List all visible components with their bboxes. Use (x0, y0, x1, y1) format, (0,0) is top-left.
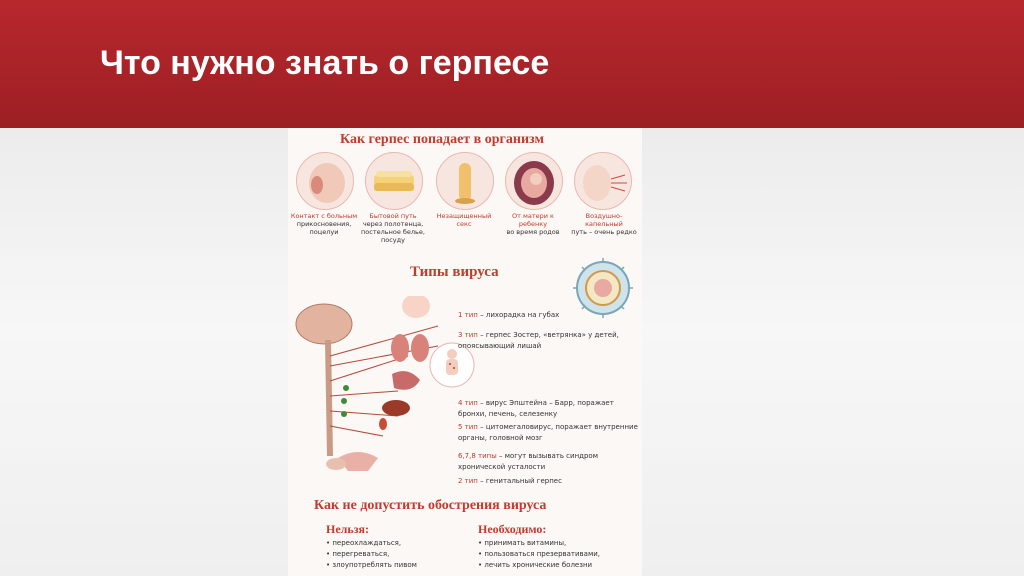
required-list: • принимать витамины, • пользоваться презервативами, • лечить хронические болезни (478, 539, 601, 569)
slide-header (0, 0, 1024, 128)
unprotected-sex-illustration (436, 152, 494, 210)
caption-airborne: Воздушно-капельный путь – очень редко (571, 212, 637, 236)
caption-unprotected-sex: Незащищенный секс (436, 212, 492, 228)
household-illustration (365, 152, 423, 210)
required-heading: Необходимо: (478, 522, 547, 536)
virus-type-3: 3 тип – герпес Зостер, «ветрянка» у детей, опоясывающий лишай (458, 331, 619, 350)
virus-illustration (570, 250, 640, 320)
virus-type-4: 4 тип – вирус Эпштейна – Барр, поражает бронхи, печень, селезенку (458, 399, 614, 418)
caption-contact: Контакт с больным прикосновения, поцелуи (290, 212, 358, 236)
section-heading-prevention: Как не допустить обострения вируса (314, 498, 547, 513)
infographic-poster (288, 128, 642, 576)
prohibited-list: • переохлаждаться, • перегреваться, • злоупотреблять пивом (326, 539, 417, 569)
caption-household: Бытовой путь через полотенца, постельное белье, посуду (361, 212, 425, 244)
section-heading-virus-types: Типы вируса (410, 264, 499, 280)
virus-type-6-7-8: 6,7,8 типы – могут вызывать синдром хронической усталости (458, 452, 598, 471)
virus-type-2: 2 тип – генитальный герпес (458, 477, 562, 485)
virus-type-1: 1 тип – лихорадка на губах (458, 311, 560, 319)
contact-illustration (296, 152, 354, 210)
slide-title: Что нужно знать о герпесе (100, 44, 550, 82)
virus-type-5: 5 тип – цитомегаловирус, поражает внутренние органы, головной мозг (458, 423, 638, 442)
prohibited-heading: Нельзя: (326, 522, 370, 536)
section-heading-transmission: Как герпес попадает в организм (340, 132, 544, 147)
caption-mother-child: От матери к ребенку во время родов (506, 212, 560, 236)
mother-child-illustration (505, 152, 563, 210)
airborne-illustration (574, 152, 632, 210)
